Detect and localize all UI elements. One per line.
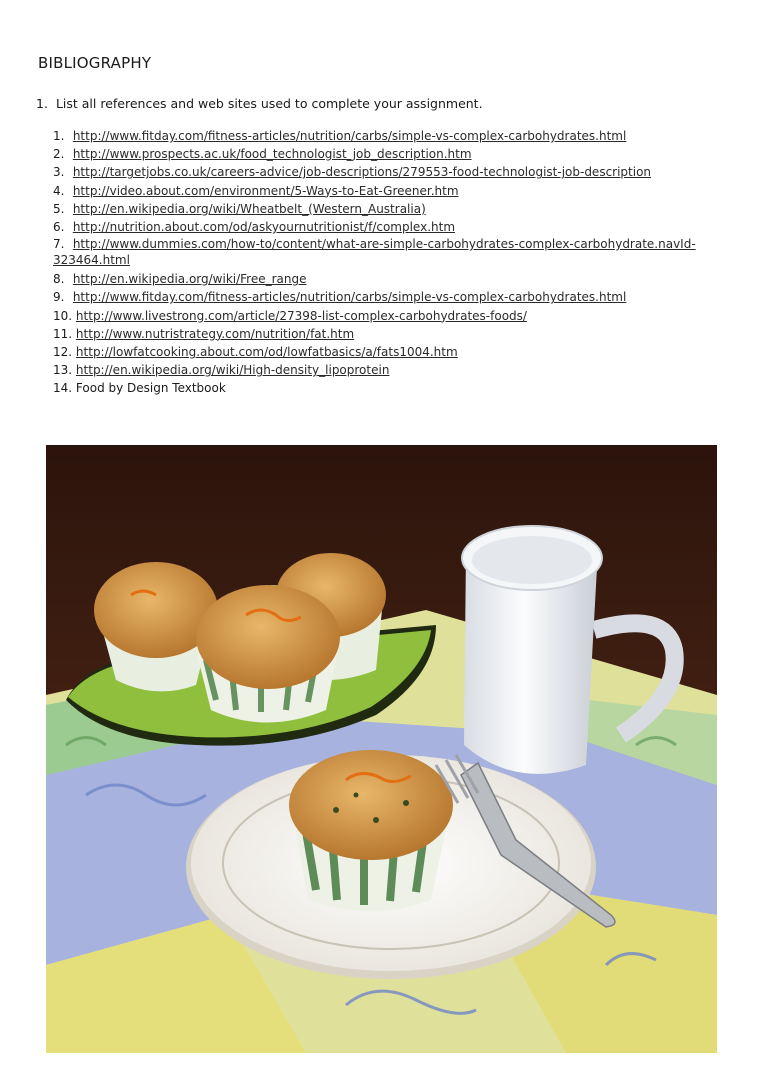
reference-number: 7. <box>53 237 65 252</box>
instruction-number: 1. <box>36 96 48 111</box>
reference-list <box>53 127 703 398</box>
reference-link[interactable]: http://en.wikipedia.org/wiki/Wheatbelt_(Western_Australia) <box>72 201 426 216</box>
reference-item <box>53 361 703 379</box>
reference-item <box>53 145 703 163</box>
reference-number: 5. <box>53 201 65 216</box>
muffin-photo <box>46 445 717 1053</box>
reference-number: 13. <box>53 363 73 378</box>
reference-number: 9. <box>53 290 65 305</box>
reference-link[interactable]: http://www.livestrong.com/article/27398-list-complex-carbohydrates-foods/ <box>75 308 527 323</box>
reference-number: 11. <box>53 326 73 341</box>
reference-number: 12. <box>53 345 73 360</box>
reference-number: 4. <box>53 183 65 198</box>
reference-item <box>53 307 703 325</box>
reference-link[interactable]: http://www.dummies.com/how-to/content/what-are-simple-carbohydrates-complex-carbohydrate.navId-323464.html <box>53 237 696 268</box>
reference-number: 1. <box>53 129 65 143</box>
reference-link[interactable]: http://www.fitday.com/fitness-articles/nutrition/carbs/simple-vs-complex-carbohydrates.html <box>72 129 627 143</box>
reference-item <box>53 343 703 361</box>
reference-link[interactable]: http://video.about.com/environment/5-Ways-to-Eat-Greener.htm <box>72 183 459 198</box>
reference-number: 14. <box>53 381 73 396</box>
reference-number: 3. <box>53 165 65 180</box>
reference-item <box>53 236 703 268</box>
reference-link[interactable]: http://nutrition.about.com/od/askyournutritionist/f/complex.htm <box>72 220 456 235</box>
reference-number: 6. <box>53 220 65 235</box>
reference-item <box>53 325 703 343</box>
reference-link[interactable]: http://www.prospects.ac.uk/food_technologist_job_description.htm <box>72 147 472 162</box>
reference-number: 8. <box>53 272 65 287</box>
reference-link[interactable]: http://targetjobs.co.uk/careers-advice/job-descriptions/279553-food-technologist-job-description <box>72 165 652 180</box>
reference-item <box>53 182 703 200</box>
instruction <box>36 96 483 111</box>
reference-item <box>53 127 703 145</box>
reference-item <box>53 200 703 218</box>
reference-item <box>53 379 703 397</box>
reference-number: 10. <box>53 308 73 323</box>
reference-text: Food by Design Textbook <box>75 381 226 396</box>
plate-muffin <box>289 750 453 912</box>
reference-link[interactable]: http://en.wikipedia.org/wiki/Free_range <box>72 272 307 287</box>
instruction-text: List all references and web sites used to complete your assignment. <box>55 96 483 111</box>
reference-item <box>53 270 703 288</box>
heading: BIBLIOGRAPHY <box>38 54 152 72</box>
reference-item <box>53 163 703 181</box>
reference-item <box>53 218 703 236</box>
reference-link[interactable]: http://en.wikipedia.org/wiki/High-density_lipoprotein <box>75 363 390 378</box>
reference-link[interactable]: http://lowfatcooking.about.com/od/lowfatbasics/a/fats1004.htm <box>75 345 458 360</box>
reference-item <box>53 288 703 306</box>
muffin-photo-illustration <box>46 445 717 1053</box>
reference-number: 2. <box>53 147 65 162</box>
reference-link[interactable]: http://www.nutristrategy.com/nutrition/fat.htm <box>75 326 355 341</box>
reference-link[interactable]: http://www.fitday.com/fitness-articles/nutrition/carbs/simple-vs-complex-carbohydrates.html <box>72 290 627 305</box>
